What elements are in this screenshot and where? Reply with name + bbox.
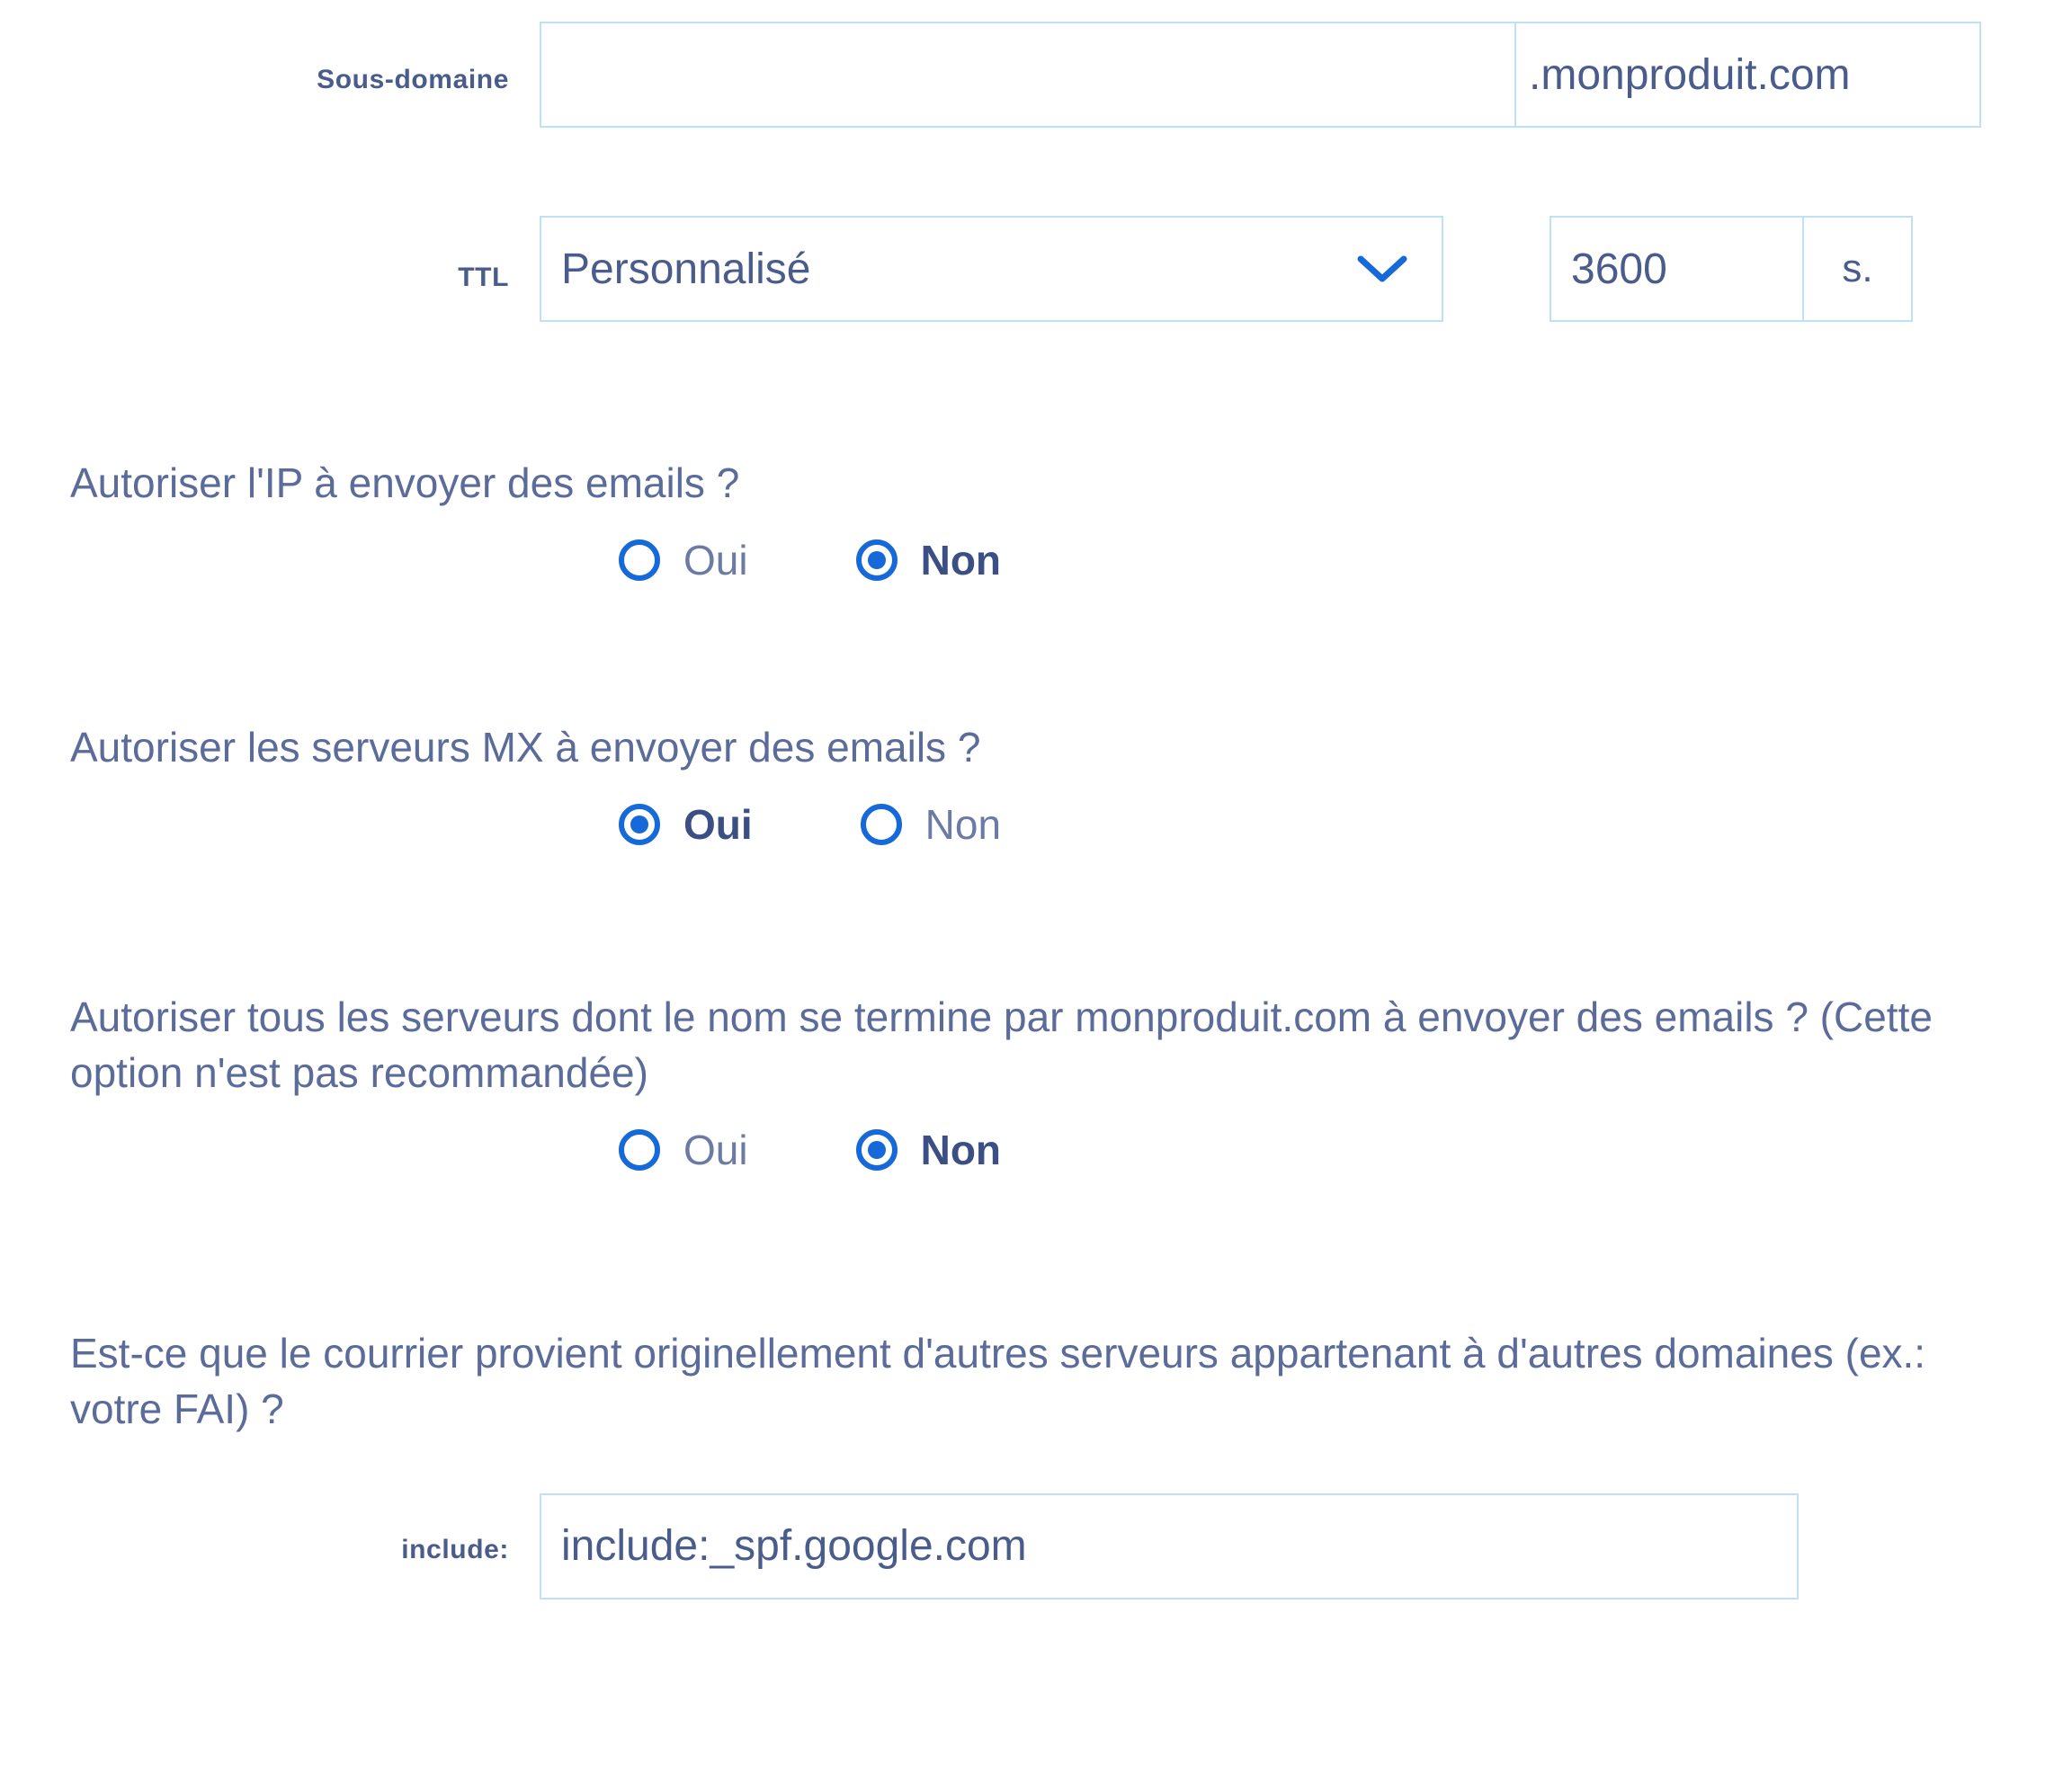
subdomain-input-group [540,22,1981,128]
radio-ip-non-mark[interactable] [856,539,898,581]
include-label: include: [401,1534,509,1564]
ttl-select[interactable] [540,216,1443,322]
question-all-servers-text: Autoriser tous les serveurs dont le nom se termine par monproduit.com à envoyer des emails ? (Cette option n'est pas recommandée) [70,993,1933,1097]
radio-all-servers-non-label: Non [920,1127,1002,1174]
radio-mx-oui-mark[interactable] [619,804,660,845]
subdomain-input[interactable] [540,22,1515,128]
question-mx [0,719,2072,849]
radio-mx-non[interactable] [861,800,1001,849]
radio-mx-oui[interactable] [619,800,753,849]
subdomain-label: Sous-domaine [317,65,509,94]
radio-ip-oui-label: Oui [683,537,748,584]
radio-all-servers-non[interactable] [856,1126,1001,1174]
ttl-row [0,216,2072,322]
ttl-label: TTL [458,263,509,292]
radio-ip-oui[interactable] [619,536,748,584]
subdomain-suffix: .monproduit.com [1515,22,1981,128]
question-mx-text: Autoriser les serveurs MX à envoyer des emails ? [70,724,981,771]
question-other-domains [0,1325,2072,1437]
question-ip-text: Autoriser l'IP à envoyer des emails ? [70,459,740,506]
radio-all-servers-oui[interactable] [619,1126,748,1174]
subdomain-row [0,22,2072,128]
radio-all-servers-oui-mark[interactable] [619,1129,660,1171]
chevron-down-icon [1357,254,1407,284]
ttl-unit-label: s. [1803,216,1913,322]
radio-mx-oui-label: Oui [683,801,753,849]
radio-ip-non[interactable] [856,536,1001,584]
ttl-seconds-input[interactable] [1550,216,1803,322]
radio-all-servers-oui-label: Oui [683,1127,748,1174]
spf-record-form [0,22,2072,1782]
question-ip [0,455,2072,584]
radio-mx-non-mark[interactable] [861,804,902,845]
ttl-select-value: Personnalisé [561,245,811,293]
radio-ip-oui-mark[interactable] [619,539,660,581]
radio-ip-non-label: Non [920,537,1002,584]
include-row [0,1493,2072,1599]
question-all-servers-radios [70,1126,2036,1174]
question-mx-radios [70,800,2036,849]
question-other-domains-text: Est-ce que le courrier provient originellement d'autres serveurs appartenant à d'autres domaines (ex.: votre FAI) ? [70,1330,1926,1433]
question-ip-radios [70,536,2036,584]
radio-all-servers-non-mark[interactable] [856,1129,898,1171]
include-input[interactable] [540,1493,1799,1599]
radio-mx-non-label: Non [924,801,1002,849]
question-all-servers [0,989,2072,1174]
